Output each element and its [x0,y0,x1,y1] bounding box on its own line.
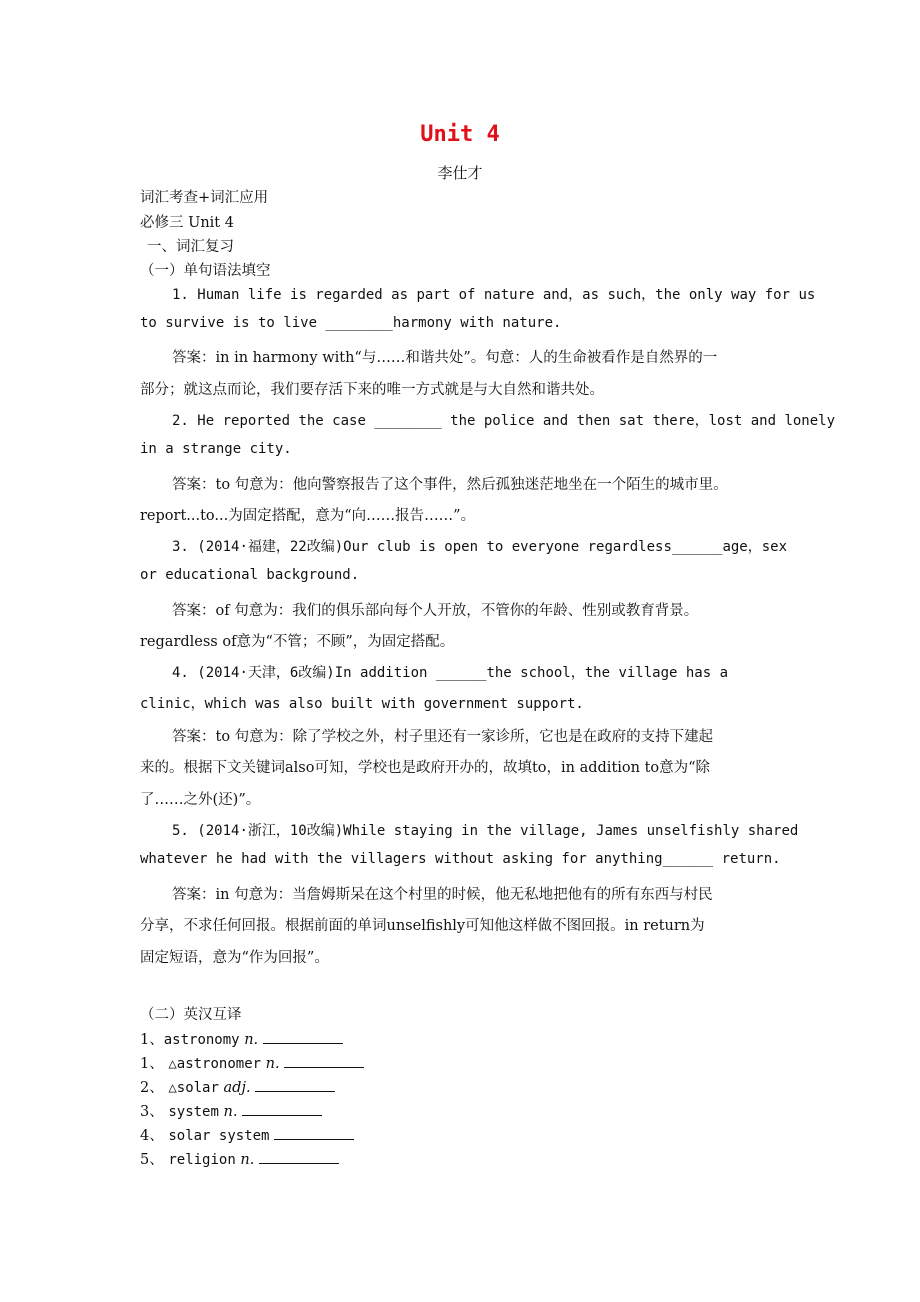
question-text: in a strange city. [140,441,292,457]
vocab-number: 1、 [140,1056,164,1072]
vocab-word: system [168,1104,219,1120]
question-line [172,410,835,430]
vocab-item [140,1148,339,1169]
question-text: He reported the case ________ the police and then sat there，lost and lonely [197,413,836,429]
answer-text: 部分；就这点而论，我们要存活下来的唯一方式就是与大自然和谐共处。 [140,382,604,398]
answer-text: 答案：in in harmony with“与……和谐共处”。句意：人的生命被看作是自然界的一 [172,350,718,366]
answer-blank[interactable] [284,1055,364,1068]
vocab-word: religion [168,1152,236,1168]
answer-text: 分享，不求任何回报。根据前面的单词unselfishly可知他这样做不图回报。in return为 [140,918,705,934]
answer-text: 答案：in 句意为：当詹姆斯呆在这个村里的时候，他无私地把他有的所有东西与村民 [172,887,713,903]
question-text: Human life is regarded as part of nature and，as such，the only way for us [197,287,816,303]
vocab-number: 4、 [140,1128,164,1144]
vocab-word: solar system [168,1128,270,1144]
answer-text: regardless of意为“不管；不顾”，为固定搭配。 [140,634,455,650]
question-number: 3. [172,539,189,555]
module-line: 必修三 Unit 4 [140,215,234,231]
answer-blank[interactable] [242,1103,322,1116]
page-title: Unit 4 [420,122,500,147]
answer-text: 固定短语，意为“作为回报”。 [140,950,329,966]
question-line [172,536,787,556]
vocab-item [140,1052,364,1073]
vocab-number: 3、 [140,1104,164,1120]
vocab-item [140,1028,343,1049]
vocab-pos: adj. [223,1080,251,1096]
vocab-word: △solar [168,1080,219,1096]
question-number: 1. [172,287,189,303]
vocab-word: △astronomer [168,1056,262,1072]
question-text: to survive is to live ________harmony with nature. [140,315,562,331]
vocab-number: 1、 [140,1032,164,1048]
answer-text: 答案：of 句意为：我们的俱乐部向每个人开放，不管你的年龄、性别或教育背景。 [172,603,699,619]
answer-text: 答案：to 句意为：他向警察报告了这个事件，然后孤独迷茫地坐在一个陌生的城市里。 [172,477,728,493]
part-heading-translation: （二）英汉互译 [140,1007,242,1023]
answer-text: report...to...为固定搭配，意为“向……报告……”。 [140,508,476,524]
question-text: or educational background. [140,567,360,583]
question-line [172,284,815,304]
answer-text: 答案：to 句意为：除了学校之外，村子里还有一家诊所，它也是在政府的支持下建起 [172,729,714,745]
vocab-number: 5、 [140,1152,164,1168]
question-number: 4. [172,665,189,681]
answer-blank[interactable] [274,1127,354,1140]
author-name: 李仕才 [437,164,483,182]
question-text: (2014·天津，6改编)In addition ______the school，the village has a [197,665,729,681]
section-heading: 一、词汇复习 [147,239,234,255]
part-heading-fill-in: （一）单句语法填空 [140,263,271,279]
vocab-pos: n. [240,1152,255,1168]
question-text: (2014·浙江，10改编)While staying in the village, James unselfishly shared [197,823,799,839]
vocab-word: astronomy [163,1032,240,1048]
question-text: clinic，which was also built with government support. [140,696,584,712]
category-line: 词汇考查+词汇应用 [140,190,269,206]
question-text: (2014·福建，22改编)Our club is open to everyone regardless______age，sex [197,539,788,555]
question-number: 2. [172,413,189,429]
answer-text: 了……之外(还)”。 [140,792,261,808]
answer-text: 来的。根据下文关键词also可知，学校也是政府开办的，故填to，in addition to意为“除 [140,760,711,776]
answer-blank[interactable] [255,1079,335,1092]
question-text: whatever he had with the villagers without asking for anything______ return. [140,851,781,867]
question-line [172,662,728,682]
vocab-pos: n. [265,1056,280,1072]
vocab-item [140,1124,354,1145]
vocab-number: 2、 [140,1080,164,1096]
vocab-pos: n. [223,1104,238,1120]
question-line [172,820,798,840]
vocab-pos: n. [244,1032,259,1048]
vocab-item [140,1076,335,1097]
answer-blank[interactable] [263,1031,343,1044]
answer-blank[interactable] [259,1151,339,1164]
vocab-item [140,1100,322,1121]
question-number: 5. [172,823,189,839]
